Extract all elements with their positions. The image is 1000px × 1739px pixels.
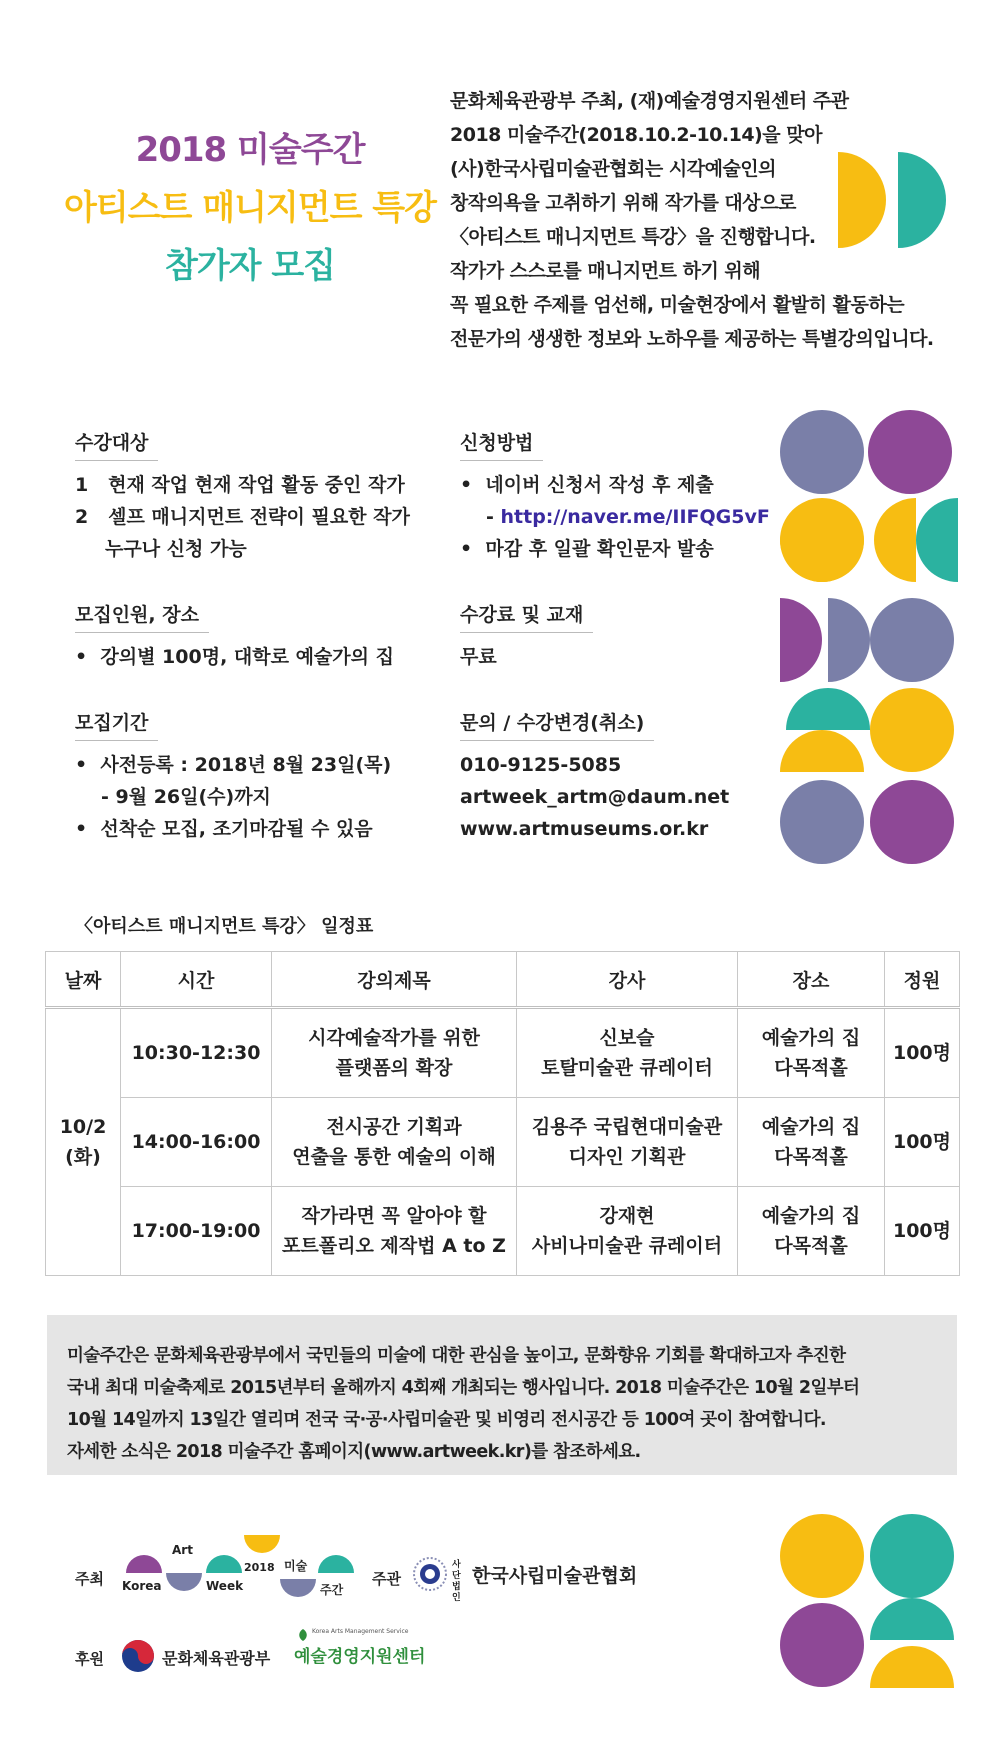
host-label: 주최: [75, 1570, 104, 1588]
list-item-continued: 누구나 신청 가능: [105, 538, 247, 560]
half-circle-teal: [898, 152, 946, 248]
place-cell: [738, 1187, 885, 1276]
column-header: 시간: [121, 952, 272, 1008]
date-value: 10/2: [59, 1116, 107, 1138]
taegeuk-icon: [120, 1638, 156, 1674]
kams-english: Korea Arts Management Service: [312, 1628, 409, 1635]
title-cell: [272, 1008, 517, 1098]
lecturer-cell: [517, 1098, 738, 1187]
circle-yellow: [870, 688, 954, 772]
kams-logo: [294, 1628, 434, 1678]
notice-line: 자세한 소식은 2018 미술주간 홈페이지(www.artweek.kr)를 참조하세요.: [67, 1442, 641, 1462]
list-item: 마감 후 일괄 확인문자 발송: [485, 538, 714, 560]
logo-text-week: Week: [206, 1579, 244, 1593]
logo-text-korea: Korea: [122, 1579, 162, 1593]
intro-line: 전문가의 생생한 정보와 노하우를 제공하는 특별강의입니다.: [450, 328, 934, 350]
circle-yellow: [780, 1514, 864, 1598]
org-prefix-top: 사단: [452, 1560, 461, 1581]
ministry-name: 문화체육관광부: [162, 1649, 271, 1668]
cell-line: 작가라면 꼭 알아야 할: [301, 1205, 487, 1227]
schedule-title: 〈아티스트 매니지먼트 특강〉 일정표: [75, 916, 374, 937]
art-week-logo: [120, 1533, 360, 1603]
cell-line: 강재현: [599, 1205, 655, 1227]
intro-line: 문화체육관광부 주최, (재)예술경영지원센터 주관: [450, 90, 849, 112]
fee-value: 무료: [460, 646, 497, 668]
half-circle-purple: [780, 598, 822, 682]
section-contact: [460, 708, 729, 845]
section-apply: [460, 428, 770, 565]
section-fee: [460, 600, 593, 673]
section-heading: 모집기간: [75, 708, 158, 741]
column-header: 정원: [885, 952, 960, 1008]
section-capacity: [75, 600, 394, 673]
circle-slate: [780, 780, 864, 864]
logo-text-jugan: 주간: [320, 1583, 344, 1597]
cell-line: 연출을 통한 예술의 이해: [292, 1146, 496, 1168]
intro-line: 작가가 스스로를 매니지먼트 하기 위해: [450, 260, 761, 282]
cell-line: 사비나미술관 큐레이터: [531, 1235, 723, 1257]
intro-line: 2018 미술주간(2018.10.2-10.14)을 맞아: [450, 124, 822, 146]
list-number: 1: [75, 474, 89, 496]
intro-line: (사)한국사립미술관협회는 시각예술인의: [450, 158, 777, 180]
section-heading: 모집인원, 장소: [75, 600, 209, 633]
capacity-cell: 100명: [885, 1187, 960, 1276]
section-heading: 신청방법: [460, 428, 543, 461]
contact-phone: 010-9125-5085: [460, 754, 622, 776]
bullet: •: [460, 538, 486, 560]
list-item: 사전등록 : 2018년 8월 23일(목): [100, 754, 392, 776]
circle-slate: [870, 598, 954, 682]
cell-line: 예술가의 집: [761, 1116, 861, 1138]
list-item: 현재 작업 현재 작업 활동 중인 작가: [108, 474, 405, 496]
bullet: •: [460, 474, 486, 496]
lecturer-cell: [517, 1187, 738, 1276]
column-header: 강의제목: [272, 952, 517, 1008]
time-cell: 10:30-12:30: [121, 1008, 272, 1098]
schedule-table: [45, 951, 960, 1276]
intro-line: 〈아티스트 매니지먼트 특강〉을 진행합니다.: [450, 226, 816, 248]
date-cell: [46, 1008, 121, 1276]
list-item: 네이버 신청서 작성 후 제출: [485, 474, 714, 496]
title-cell: [272, 1187, 517, 1276]
notice-line: 미술주간은 문화체육관광부에서 국민들의 미술에 대한 관심을 높이고, 문화향유 기회를 확대하고자 추진한: [67, 1346, 846, 1366]
list-item-continued: - 9월 26일(수)까지: [101, 786, 271, 808]
contact-website[interactable]: www.artmuseums.or.kr: [460, 818, 709, 840]
logo-text-misul: 미술: [284, 1559, 308, 1573]
circle-slate: [780, 410, 864, 494]
logo-text-2018: 2018: [244, 1561, 275, 1574]
column-header: 날짜: [46, 952, 121, 1008]
bullet: •: [75, 818, 101, 840]
organizer-label: 주관: [372, 1570, 401, 1588]
logo-text-art: Art: [172, 1543, 193, 1557]
section-period: [75, 708, 391, 845]
circle-purple: [870, 780, 954, 864]
table-header-row: [46, 952, 960, 1008]
application-link[interactable]: http://naver.me/IIFQG5vF: [500, 506, 770, 528]
cell-line: 신보슬: [599, 1027, 655, 1049]
time-cell: 14:00-16:00: [121, 1098, 272, 1187]
capacity-cell: 100명: [885, 1008, 960, 1098]
circle-purple: [780, 1603, 864, 1687]
organizer-emblem-icon: [412, 1556, 448, 1592]
intro-line: 창작의욕을 고취하기 위해 작가를 대상으로: [450, 192, 796, 214]
circle-yellow: [780, 498, 864, 582]
headline-line2: 아티스트 매니지먼트 특강: [64, 188, 436, 228]
org-name: 한국사립미술관협회: [472, 1565, 638, 1587]
half-circle-yellow: [780, 730, 864, 772]
place-cell: [738, 1098, 885, 1187]
half-circle-teal: [870, 1598, 954, 1640]
cell-line: 김용주 국립현대미술관: [531, 1116, 723, 1138]
headline-line3: 참가자 모집: [164, 246, 336, 286]
section-heading: 수강대상: [75, 428, 158, 461]
lecturer-cell: [517, 1008, 738, 1098]
section-heading: 문의 / 수강변경(취소): [460, 708, 654, 741]
cell-line: 예술가의 집: [761, 1027, 861, 1049]
intro-line: 꼭 필요한 주제를 엄선해, 미술현장에서 활발히 활동하는: [450, 294, 905, 316]
notice-line: 국내 최대 미술축제로 2015년부터 올해까지 4회째 개최되는 행사입니다. 2018 미술주간은 10월 2일부터: [67, 1378, 860, 1398]
section-target: [75, 428, 410, 565]
cell-line: 플랫폼의 확장: [335, 1057, 453, 1079]
capacity-cell: 100명: [885, 1098, 960, 1187]
cell-line: 포트폴리오 제작법 A to Z: [282, 1235, 506, 1257]
circle-teal: [870, 1514, 954, 1598]
column-header: 장소: [738, 952, 885, 1008]
leaf-icon: [296, 1628, 310, 1642]
date-weekday: (화): [65, 1146, 101, 1168]
section-heading: 수강료 및 교재: [460, 600, 593, 633]
table-row: [46, 1098, 960, 1187]
sponsor-label: 후원: [75, 1650, 104, 1668]
cell-line: 다목적홀: [774, 1235, 848, 1257]
table-row: [46, 1187, 960, 1276]
half-circle-slate: [828, 598, 870, 682]
list-number: 2: [75, 506, 89, 528]
table-row: [46, 1008, 960, 1098]
cell-line: 시각예술작가를 위한: [308, 1027, 480, 1049]
half-circle-yellow: [870, 1646, 954, 1688]
list-item: 선착순 모집, 조기마감될 수 있음: [100, 818, 373, 840]
headline-line1: 2018 미술주간: [135, 130, 365, 170]
circle-purple: [868, 410, 952, 494]
bullet: •: [75, 754, 101, 776]
cell-line: 전시공간 기획과: [326, 1116, 462, 1138]
contact-email[interactable]: artweek_artm@daum.net: [460, 786, 730, 808]
org-prefix-bottom: 법인: [452, 1582, 461, 1603]
cell-line: 다목적홀: [774, 1057, 848, 1079]
org-prefix: [452, 1560, 461, 1604]
column-header: 강사: [517, 952, 738, 1008]
cell-line: 토탈미술관 큐레이터: [541, 1057, 713, 1079]
time-cell: 17:00-19:00: [121, 1187, 272, 1276]
half-circle-yellow: [838, 152, 886, 248]
list-item: 강의별 100명, 대학로 예술가의 집: [100, 646, 394, 668]
cell-line: 예술가의 집: [761, 1205, 861, 1227]
notice-box: [47, 1315, 957, 1475]
notice-line: 10월 14일까지 13일간 열리며 전국 국·공·사립미술관 및 비영리 전시공간 등 100여 곳이 참여합니다.: [67, 1410, 826, 1430]
half-circle-teal: [786, 688, 870, 730]
place-cell: [738, 1008, 885, 1098]
half-circle-teal: [916, 498, 958, 582]
half-circle-yellow: [874, 498, 916, 582]
list-item: 셀프 매니지먼트 전략이 필요한 작가: [108, 506, 410, 528]
title-cell: [272, 1098, 517, 1187]
cell-line: 다목적홀: [774, 1146, 848, 1168]
kams-korean: 예술경영지원센터: [294, 1647, 426, 1667]
cell-line: 디자인 기획관: [568, 1146, 686, 1168]
bullet: •: [75, 646, 101, 668]
link-prefix: -: [486, 506, 501, 528]
